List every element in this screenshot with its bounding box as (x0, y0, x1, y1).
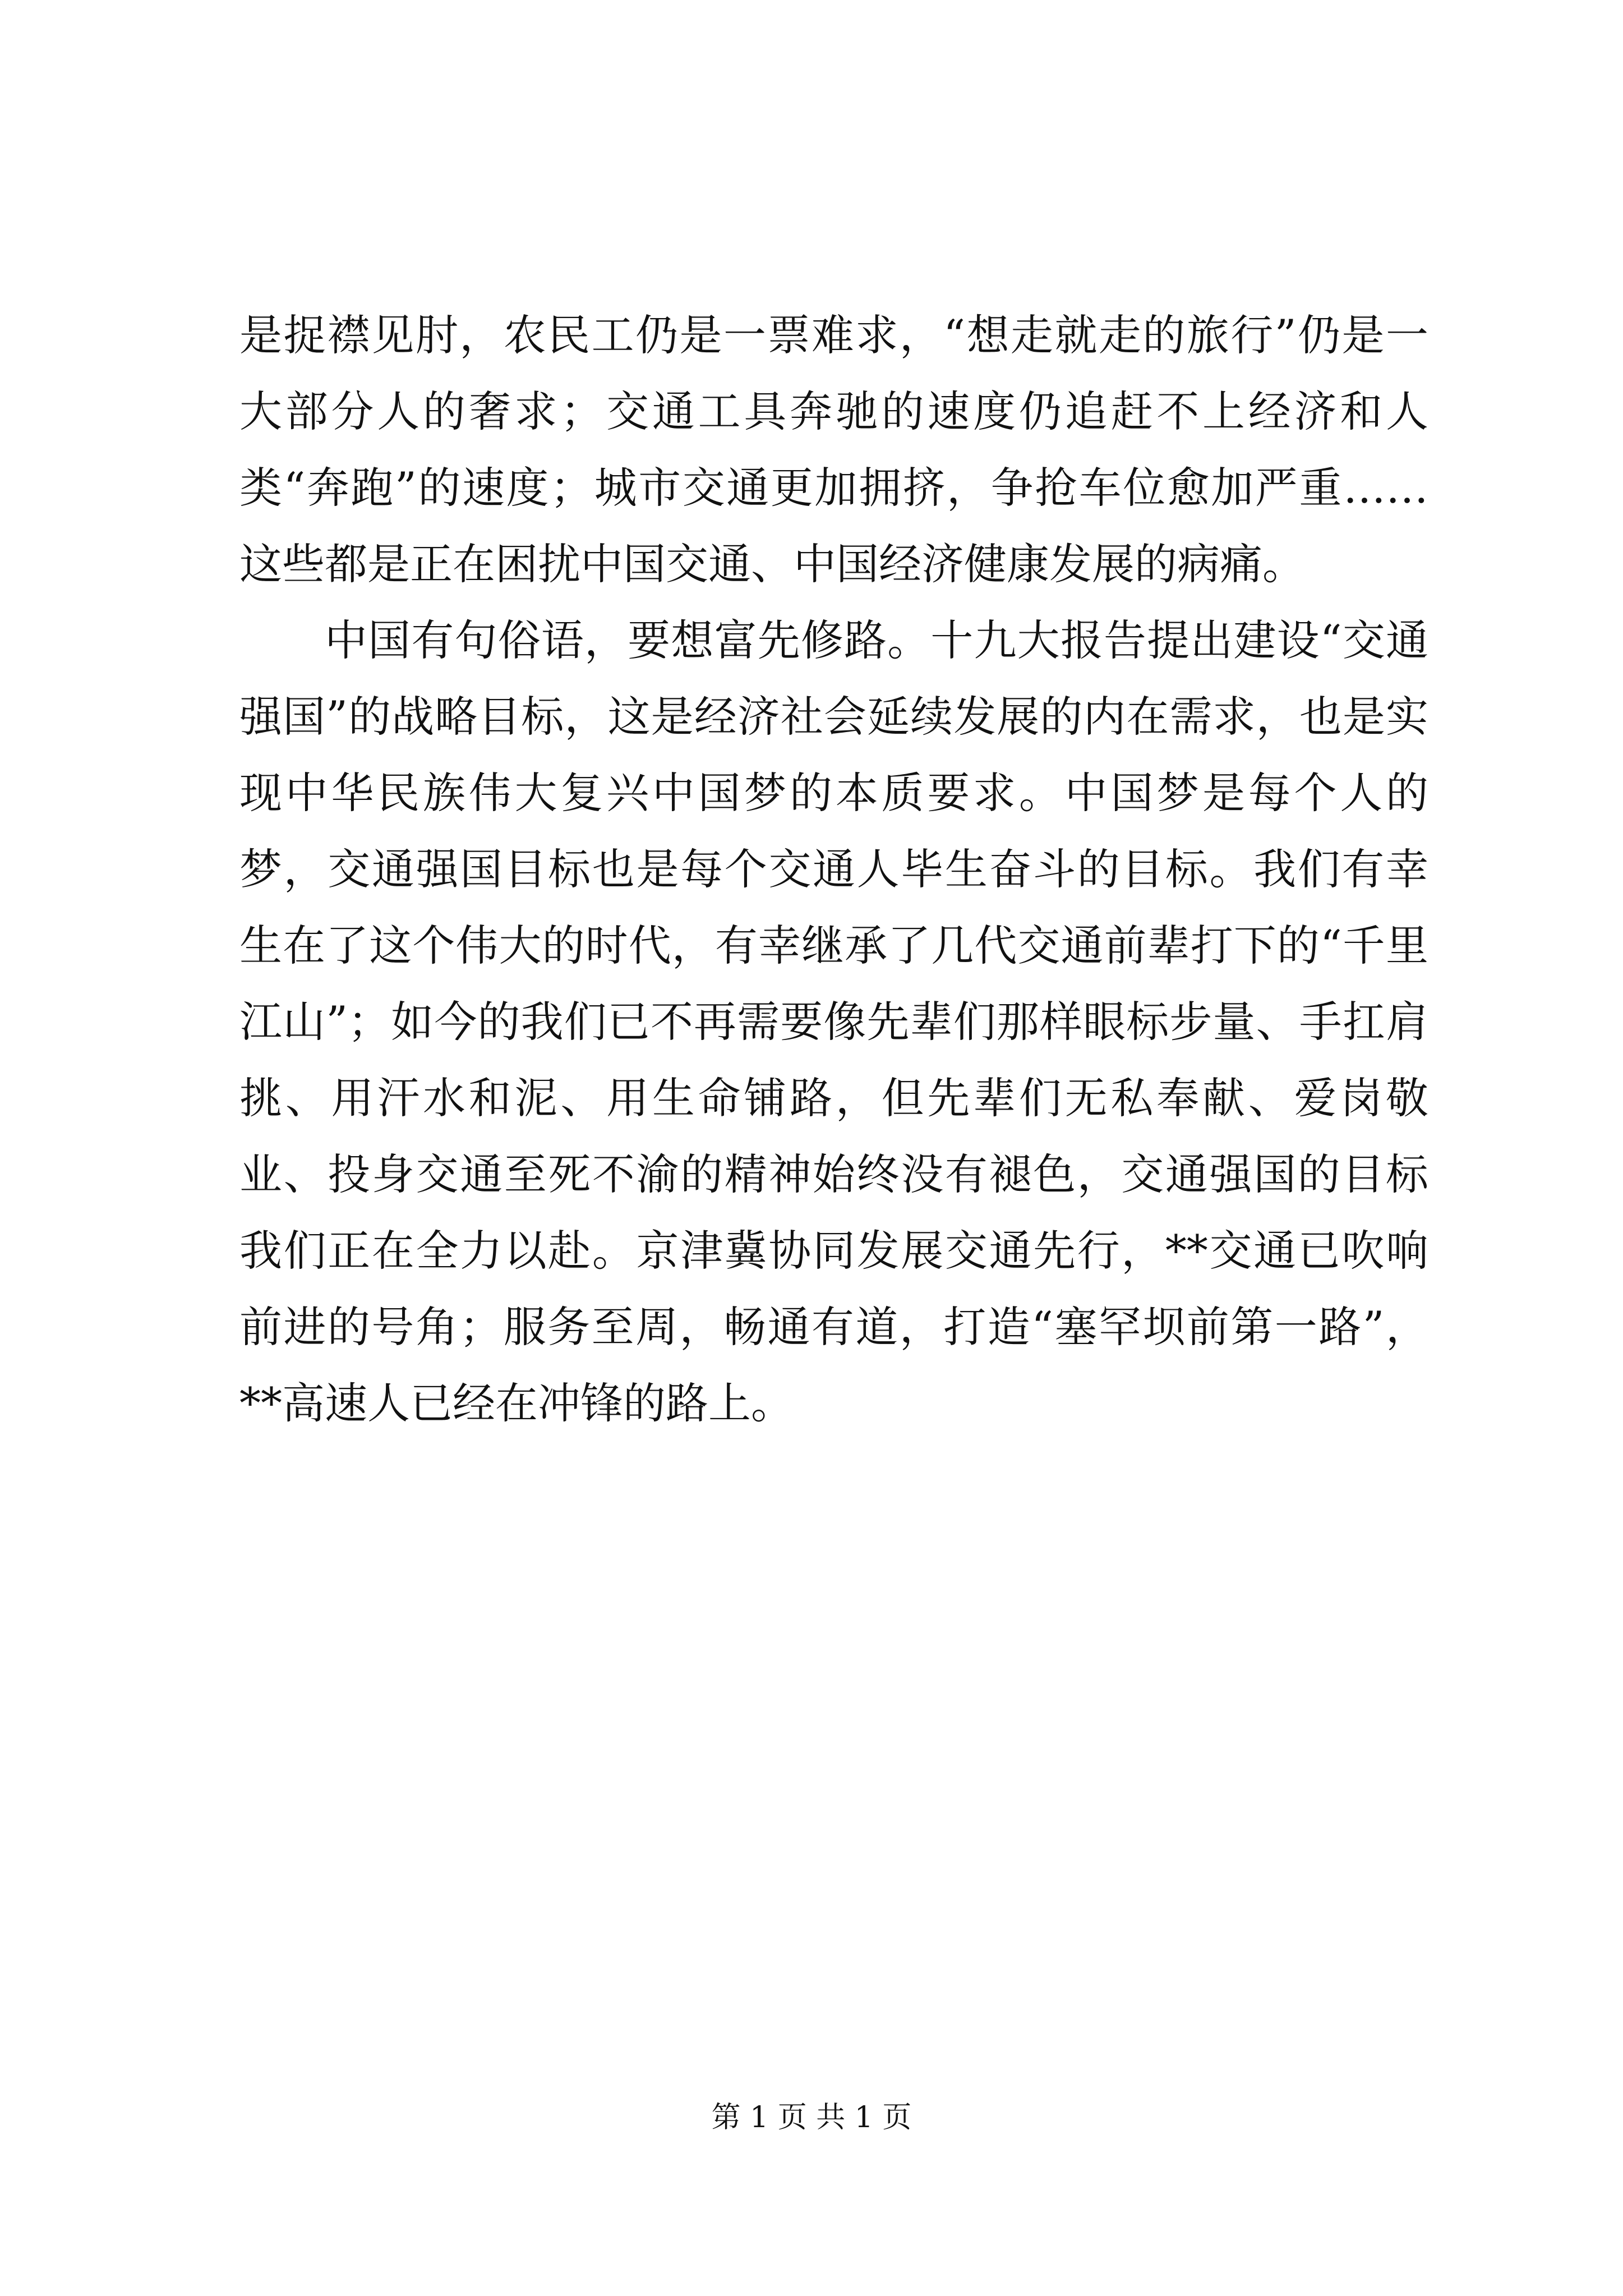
paragraph-1: 是捉襟见肘，农民工仍是一票难求，“想走就走的旅行”仍是一大部分人的奢求；交通工具奔驰的速度仍追赶不上经济和人类“奔跑”的速度；城市交通更加拥挤，争抢车位愈加严重……这些都是正在困扰中国交通、中国经济健康发展的病痛。 (239, 310, 1428, 589)
document-body (239, 297, 1428, 1442)
page-footer: 第 1 页 共 1 页 (711, 2101, 912, 2134)
paragraph-2: 中国有句俗语，要想富先修路。十九大报告提出建设“交通强国”的战略目标，这是经济社会延续发展的内在需求，也是实现中华民族伟大复兴中国梦的本质要求。中国梦是每个人的梦，交通强国目标也是每个交通人毕生奋斗的目标。我们有幸生在了这个伟大的时代，有幸继承了几代交通前辈打下的“千里江山”；如今的我们已不再需要像先辈们那样眼标步量、手扛肩挑、用汗水和泥、用生命铺路，但先辈们无私奉献、爱岗敬业、投身交通至死不渝的精神始终没有褪色，交通强国的目标我们正在全力以赴。京津冀协同发展交通先行，**交通已吹响前进的号角；服务至周，畅通有道，打造“塞罕坝前第一路”，**高速人已经在冲锋的路上。 (239, 615, 1428, 1428)
